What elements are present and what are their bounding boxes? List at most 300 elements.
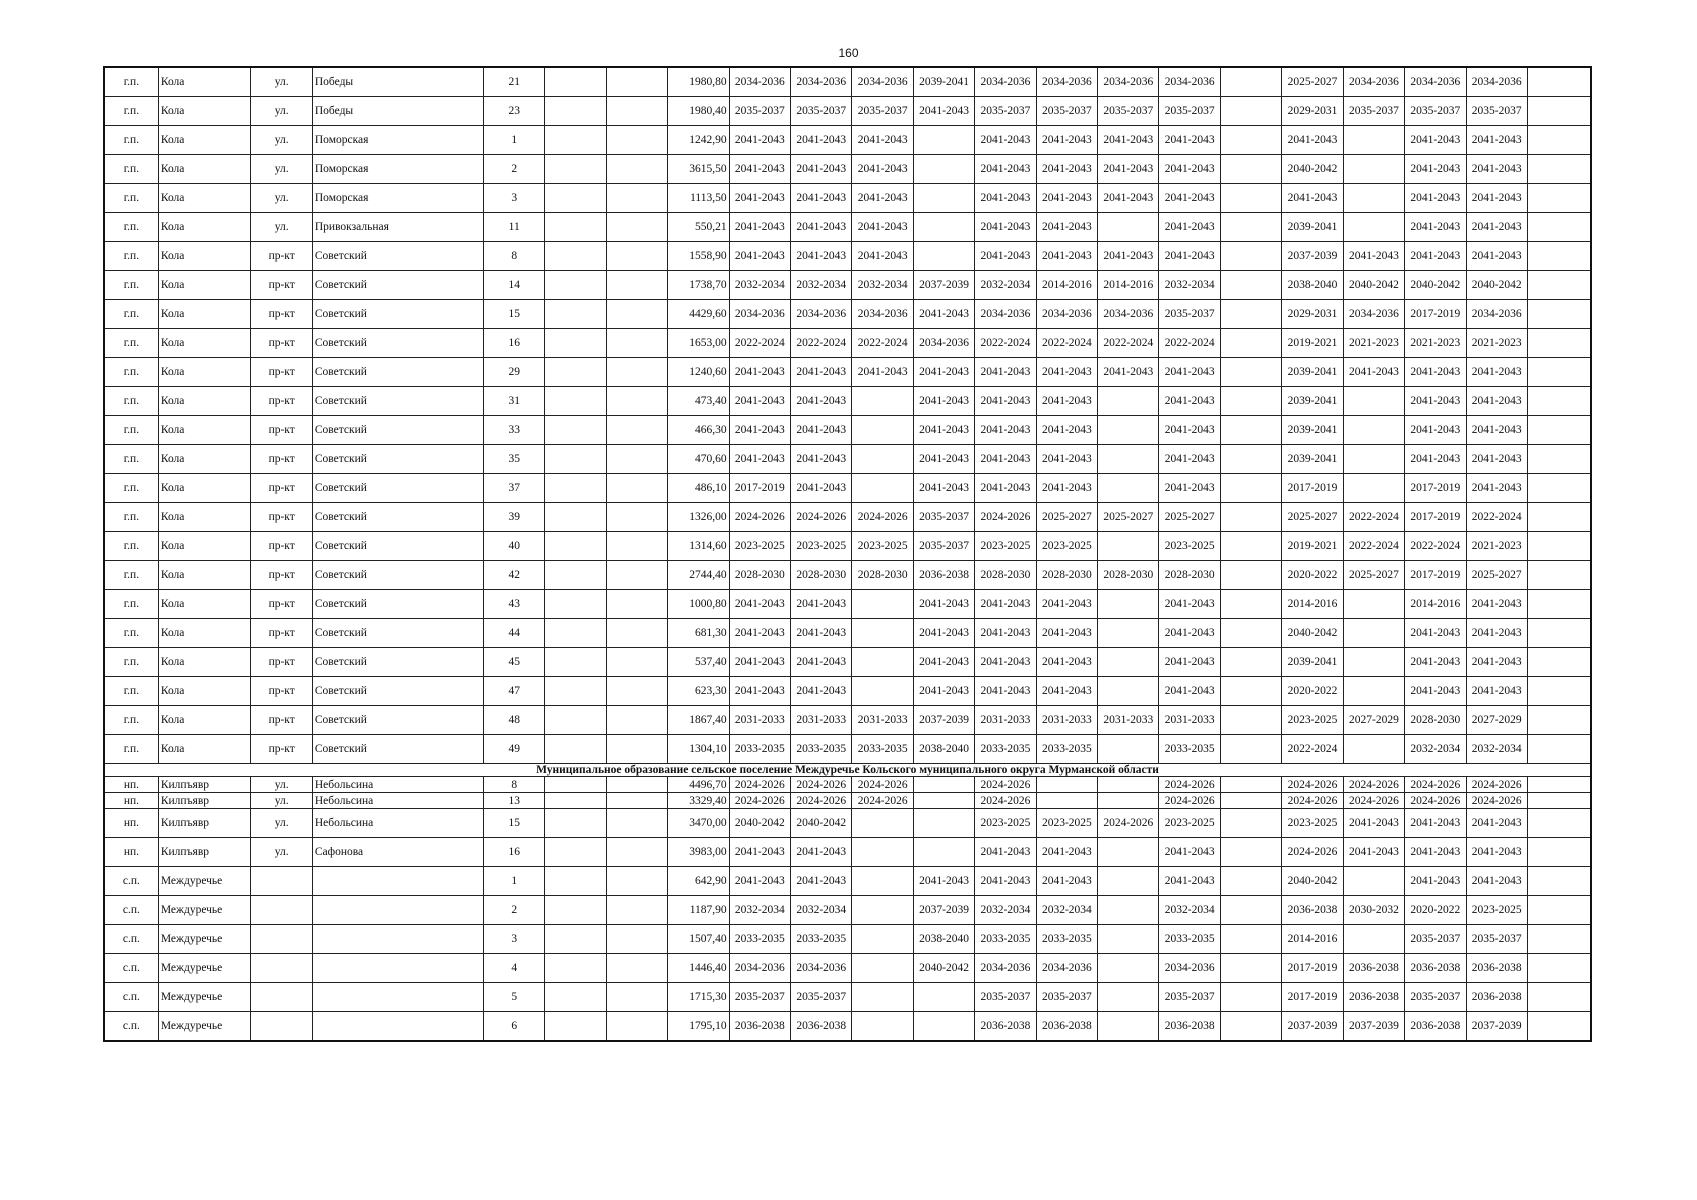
period-cell: 2023-2025 xyxy=(1466,896,1527,925)
period-cell: 2034-2036 xyxy=(913,329,974,358)
period-cell xyxy=(1527,445,1591,474)
settlement-cell: Кола xyxy=(158,213,251,242)
period-cell: 2040-2042 xyxy=(1405,271,1466,300)
period-cell: 2041-2043 xyxy=(1405,416,1466,445)
period-cell: 2041-2043 xyxy=(729,838,790,867)
period-cell: 2034-2036 xyxy=(1098,300,1159,329)
period-cell: 2041-2043 xyxy=(1159,242,1220,271)
period-cell: 2024-2026 xyxy=(729,503,790,532)
period-cell: 2041-2043 xyxy=(791,648,852,677)
period-cell: 2041-2043 xyxy=(1159,358,1220,387)
period-cell: 2041-2043 xyxy=(1466,838,1527,867)
house-number-cell: 47 xyxy=(484,677,545,706)
table-row xyxy=(104,358,1591,387)
settlement-type-cell: г.п. xyxy=(104,735,158,764)
period-cell: 2031-2033 xyxy=(852,706,913,735)
empty-cell xyxy=(606,242,667,271)
period-cell xyxy=(1343,590,1404,619)
area-cell: 623,30 xyxy=(668,677,729,706)
period-cell: 2035-2037 xyxy=(1466,925,1527,954)
area-cell: 466,30 xyxy=(668,416,729,445)
period-cell: 2041-2043 xyxy=(975,677,1036,706)
period-cell: 2022-2024 xyxy=(1466,503,1527,532)
period-cell: 2041-2043 xyxy=(1343,838,1404,867)
empty-cell xyxy=(545,271,606,300)
period-cell xyxy=(1527,126,1591,155)
street-type-cell: пр-кт xyxy=(251,358,312,387)
period-cell xyxy=(1220,735,1281,764)
period-cell: 2034-2036 xyxy=(1343,300,1404,329)
period-cell xyxy=(1527,184,1591,213)
empty-cell xyxy=(606,387,667,416)
table-body-kola xyxy=(104,67,1591,764)
period-cell: 2041-2043 xyxy=(1159,416,1220,445)
period-cell: 2040-2042 xyxy=(1343,271,1404,300)
period-cell xyxy=(1098,777,1159,793)
period-cell: 2034-2036 xyxy=(791,67,852,97)
period-cell xyxy=(1527,300,1591,329)
settlement-cell: Междуречье xyxy=(158,954,251,983)
period-cell xyxy=(1098,983,1159,1012)
period-cell: 2032-2034 xyxy=(1036,896,1097,925)
period-cell: 2041-2043 xyxy=(729,213,790,242)
period-cell xyxy=(1527,648,1591,677)
period-cell: 2041-2043 xyxy=(729,155,790,184)
period-cell xyxy=(1527,735,1591,764)
period-cell: 2036-2038 xyxy=(975,1012,1036,1042)
street-cell xyxy=(312,896,483,925)
period-cell: 2020-2022 xyxy=(1282,677,1343,706)
period-cell: 2041-2043 xyxy=(1466,242,1527,271)
empty-cell xyxy=(606,590,667,619)
period-cell: 2041-2043 xyxy=(791,242,852,271)
settlement-type-cell: нп. xyxy=(104,793,158,809)
street-type-cell: ул. xyxy=(251,126,312,155)
table-row xyxy=(104,677,1591,706)
period-cell: 2041-2043 xyxy=(1466,648,1527,677)
period-cell: 2041-2043 xyxy=(1405,155,1466,184)
period-cell: 2037-2039 xyxy=(1343,1012,1404,1042)
period-cell: 2039-2041 xyxy=(1282,445,1343,474)
street-cell: Поморская xyxy=(312,184,483,213)
house-number-cell: 15 xyxy=(484,300,545,329)
period-cell: 2041-2043 xyxy=(1036,619,1097,648)
settlement-cell: Кола xyxy=(158,706,251,735)
street-cell: Привокзальная xyxy=(312,213,483,242)
settlement-type-cell: нп. xyxy=(104,838,158,867)
period-cell: 2035-2037 xyxy=(1405,97,1466,126)
settlement-cell: Кола xyxy=(158,329,251,358)
period-cell: 2035-2037 xyxy=(913,532,974,561)
period-cell xyxy=(1527,706,1591,735)
period-cell: 2031-2033 xyxy=(1036,706,1097,735)
period-cell: 2035-2037 xyxy=(852,97,913,126)
house-number-cell: 2 xyxy=(484,155,545,184)
period-cell: 2041-2043 xyxy=(852,126,913,155)
house-number-cell: 8 xyxy=(484,242,545,271)
period-cell: 2041-2043 xyxy=(975,184,1036,213)
period-cell: 2038-2040 xyxy=(913,925,974,954)
period-cell: 2041-2043 xyxy=(1405,838,1466,867)
period-cell: 2036-2038 xyxy=(1405,954,1466,983)
period-cell: 2041-2043 xyxy=(791,387,852,416)
street-cell: Советский xyxy=(312,590,483,619)
house-number-cell: 49 xyxy=(484,735,545,764)
table-section-header xyxy=(104,764,1591,777)
period-cell: 2041-2043 xyxy=(1036,387,1097,416)
period-cell xyxy=(1343,445,1404,474)
empty-cell xyxy=(545,126,606,155)
period-cell xyxy=(1098,590,1159,619)
settlement-type-cell: г.п. xyxy=(104,97,158,126)
period-cell: 2023-2025 xyxy=(975,532,1036,561)
period-cell: 2041-2043 xyxy=(1466,677,1527,706)
period-cell xyxy=(1220,590,1281,619)
period-cell xyxy=(1527,532,1591,561)
period-cell xyxy=(1343,474,1404,503)
page-number: 160 xyxy=(838,46,859,60)
street-type-cell xyxy=(251,925,312,954)
period-cell: 2041-2043 xyxy=(791,155,852,184)
table-row xyxy=(104,983,1591,1012)
period-cell: 2032-2034 xyxy=(1159,896,1220,925)
period-cell: 2039-2041 xyxy=(1282,648,1343,677)
street-type-cell: пр-кт xyxy=(251,271,312,300)
empty-cell xyxy=(545,648,606,677)
period-cell: 2031-2033 xyxy=(1159,706,1220,735)
house-number-cell: 5 xyxy=(484,983,545,1012)
period-cell xyxy=(1220,97,1281,126)
period-cell: 2029-2031 xyxy=(1282,300,1343,329)
period-cell: 2024-2026 xyxy=(1466,793,1527,809)
period-cell xyxy=(1098,1012,1159,1042)
period-cell: 2041-2043 xyxy=(729,416,790,445)
house-number-cell: 15 xyxy=(484,809,545,838)
empty-cell xyxy=(606,67,667,97)
period-cell: 2041-2043 xyxy=(975,213,1036,242)
street-cell: Небольсина xyxy=(312,793,483,809)
house-number-cell: 42 xyxy=(484,561,545,590)
settlement-type-cell: г.п. xyxy=(104,677,158,706)
period-cell xyxy=(1220,677,1281,706)
period-cell xyxy=(1343,619,1404,648)
table-row xyxy=(104,213,1591,242)
empty-cell xyxy=(545,184,606,213)
period-cell: 2041-2043 xyxy=(1159,213,1220,242)
period-cell: 2041-2043 xyxy=(1405,358,1466,387)
period-cell: 2041-2043 xyxy=(1036,213,1097,242)
street-type-cell: пр-кт xyxy=(251,561,312,590)
period-cell xyxy=(1220,474,1281,503)
period-cell: 2041-2043 xyxy=(852,213,913,242)
settlement-cell: Кола xyxy=(158,561,251,590)
period-cell xyxy=(1343,126,1404,155)
period-cell: 2037-2039 xyxy=(913,271,974,300)
period-cell: 2041-2043 xyxy=(1098,126,1159,155)
period-cell: 2041-2043 xyxy=(1036,677,1097,706)
period-cell xyxy=(1527,793,1591,809)
period-cell xyxy=(1098,474,1159,503)
period-cell: 2041-2043 xyxy=(975,474,1036,503)
period-cell: 2033-2035 xyxy=(1159,925,1220,954)
period-cell xyxy=(852,590,913,619)
house-number-cell: 39 xyxy=(484,503,545,532)
period-cell: 2041-2043 xyxy=(791,126,852,155)
area-cell: 1304,10 xyxy=(668,735,729,764)
street-cell: Советский xyxy=(312,561,483,590)
period-cell: 2041-2043 xyxy=(913,474,974,503)
street-type-cell: ул. xyxy=(251,838,312,867)
period-cell: 2038-2040 xyxy=(1282,271,1343,300)
empty-cell xyxy=(606,329,667,358)
period-cell: 2041-2043 xyxy=(852,155,913,184)
empty-cell xyxy=(606,983,667,1012)
period-cell: 2041-2043 xyxy=(1282,184,1343,213)
period-cell: 2035-2037 xyxy=(1159,97,1220,126)
period-cell: 2041-2043 xyxy=(1036,126,1097,155)
street-type-cell: ул. xyxy=(251,793,312,809)
period-cell: 2023-2025 xyxy=(791,532,852,561)
period-cell: 2033-2035 xyxy=(975,735,1036,764)
period-cell: 2041-2043 xyxy=(1159,677,1220,706)
table-row xyxy=(104,155,1591,184)
period-cell xyxy=(1098,677,1159,706)
period-cell xyxy=(1527,97,1591,126)
period-cell xyxy=(1527,590,1591,619)
table-row xyxy=(104,838,1591,867)
period-cell: 2036-2038 xyxy=(1405,1012,1466,1042)
street-cell: Победы xyxy=(312,67,483,97)
area-cell: 3983,00 xyxy=(668,838,729,867)
period-cell: 2041-2043 xyxy=(1405,213,1466,242)
period-cell: 2041-2043 xyxy=(791,677,852,706)
period-cell: 2025-2027 xyxy=(1098,503,1159,532)
period-cell: 2034-2036 xyxy=(1405,67,1466,97)
empty-cell xyxy=(545,445,606,474)
period-cell: 2041-2043 xyxy=(729,126,790,155)
period-cell xyxy=(1220,184,1281,213)
street-cell: Советский xyxy=(312,445,483,474)
empty-cell xyxy=(545,97,606,126)
street-type-cell: ул. xyxy=(251,67,312,97)
street-cell xyxy=(312,983,483,1012)
street-cell: Сафонова xyxy=(312,838,483,867)
street-type-cell: пр-кт xyxy=(251,677,312,706)
table-row xyxy=(104,474,1591,503)
period-cell xyxy=(1036,777,1097,793)
table-row xyxy=(104,387,1591,416)
street-cell xyxy=(312,867,483,896)
period-cell: 2041-2043 xyxy=(975,838,1036,867)
settlement-type-cell: г.п. xyxy=(104,213,158,242)
period-cell: 2036-2038 xyxy=(729,1012,790,1042)
period-cell xyxy=(1527,474,1591,503)
area-cell: 3470,00 xyxy=(668,809,729,838)
period-cell: 2023-2025 xyxy=(852,532,913,561)
period-cell xyxy=(1527,867,1591,896)
period-cell: 2023-2025 xyxy=(1036,532,1097,561)
settlement-type-cell: г.п. xyxy=(104,300,158,329)
period-cell xyxy=(1343,155,1404,184)
empty-cell xyxy=(606,300,667,329)
settlement-type-cell: нп. xyxy=(104,809,158,838)
period-cell: 2041-2043 xyxy=(975,155,1036,184)
period-cell: 2019-2021 xyxy=(1282,532,1343,561)
period-cell: 2041-2043 xyxy=(1405,677,1466,706)
street-type-cell: пр-кт xyxy=(251,329,312,358)
table-row xyxy=(104,706,1591,735)
street-cell: Советский xyxy=(312,358,483,387)
settlement-type-cell: г.п. xyxy=(104,155,158,184)
period-cell: 2034-2036 xyxy=(852,300,913,329)
area-cell: 1867,40 xyxy=(668,706,729,735)
settlement-cell: Междуречье xyxy=(158,925,251,954)
table-row xyxy=(104,777,1591,793)
period-cell xyxy=(1220,896,1281,925)
period-cell: 2041-2043 xyxy=(975,867,1036,896)
period-cell: 2028-2030 xyxy=(1405,706,1466,735)
empty-cell xyxy=(545,242,606,271)
street-type-cell: ул. xyxy=(251,155,312,184)
street-cell: Советский xyxy=(312,648,483,677)
street-cell: Небольсина xyxy=(312,809,483,838)
period-cell: 2041-2043 xyxy=(1466,445,1527,474)
period-cell: 2039-2041 xyxy=(1282,387,1343,416)
table-row xyxy=(104,925,1591,954)
period-cell xyxy=(1098,213,1159,242)
period-cell: 2028-2030 xyxy=(1036,561,1097,590)
period-cell: 2024-2026 xyxy=(1343,793,1404,809)
period-cell: 2040-2042 xyxy=(1282,155,1343,184)
period-cell xyxy=(852,445,913,474)
settlement-type-cell: с.п. xyxy=(104,983,158,1012)
period-cell: 2032-2034 xyxy=(852,271,913,300)
period-cell xyxy=(1527,155,1591,184)
period-cell: 2014-2016 xyxy=(1405,590,1466,619)
settlement-cell: Кола xyxy=(158,242,251,271)
empty-cell xyxy=(606,97,667,126)
period-cell: 2024-2026 xyxy=(852,777,913,793)
street-cell: Поморская xyxy=(312,126,483,155)
area-cell: 1653,00 xyxy=(668,329,729,358)
area-cell: 3615,50 xyxy=(668,155,729,184)
period-cell: 2031-2033 xyxy=(729,706,790,735)
street-cell: Советский xyxy=(312,503,483,532)
period-cell xyxy=(1220,706,1281,735)
table-row xyxy=(104,590,1591,619)
period-cell: 2014-2016 xyxy=(1282,925,1343,954)
street-cell: Советский xyxy=(312,329,483,358)
empty-cell xyxy=(606,793,667,809)
period-cell xyxy=(1527,271,1591,300)
period-cell: 2041-2043 xyxy=(1343,809,1404,838)
house-number-cell: 1 xyxy=(484,867,545,896)
period-cell: 2023-2025 xyxy=(1036,809,1097,838)
settlement-type-cell: с.п. xyxy=(104,954,158,983)
period-cell: 2024-2026 xyxy=(1343,777,1404,793)
empty-cell xyxy=(606,445,667,474)
table-body-kilpyavr-compact xyxy=(104,777,1591,809)
period-cell: 2041-2043 xyxy=(1405,445,1466,474)
period-cell: 2041-2043 xyxy=(913,416,974,445)
period-cell: 2041-2043 xyxy=(1036,867,1097,896)
area-cell: 1314,60 xyxy=(668,532,729,561)
period-cell xyxy=(1343,867,1404,896)
period-cell xyxy=(913,184,974,213)
period-cell: 2041-2043 xyxy=(975,126,1036,155)
house-number-cell: 3 xyxy=(484,184,545,213)
house-number-cell: 45 xyxy=(484,648,545,677)
house-number-cell: 11 xyxy=(484,213,545,242)
period-cell: 2023-2025 xyxy=(1159,809,1220,838)
period-cell xyxy=(1343,213,1404,242)
area-cell: 1242,90 xyxy=(668,126,729,155)
period-cell: 2041-2043 xyxy=(1036,590,1097,619)
period-cell xyxy=(1220,416,1281,445)
period-cell xyxy=(852,867,913,896)
table-row xyxy=(104,809,1591,838)
settlement-type-cell: нп. xyxy=(104,777,158,793)
settlement-type-cell: с.п. xyxy=(104,867,158,896)
period-cell: 2041-2043 xyxy=(1036,416,1097,445)
period-cell xyxy=(852,809,913,838)
settlement-cell: Кола xyxy=(158,300,251,329)
empty-cell xyxy=(545,1012,606,1042)
street-type-cell: пр-кт xyxy=(251,242,312,271)
period-cell: 2041-2043 xyxy=(975,619,1036,648)
period-cell xyxy=(1220,925,1281,954)
period-cell: 2041-2043 xyxy=(791,867,852,896)
period-cell: 2039-2041 xyxy=(1282,213,1343,242)
period-cell: 2033-2035 xyxy=(852,735,913,764)
period-cell: 2024-2026 xyxy=(1282,793,1343,809)
period-cell: 2041-2043 xyxy=(1159,867,1220,896)
empty-cell xyxy=(545,619,606,648)
period-cell: 2020-2022 xyxy=(1405,896,1466,925)
table-row xyxy=(104,619,1591,648)
empty-cell xyxy=(545,155,606,184)
period-cell: 2033-2035 xyxy=(1036,735,1097,764)
period-cell: 2022-2024 xyxy=(852,329,913,358)
street-cell: Небольсина xyxy=(312,777,483,793)
period-cell xyxy=(1220,793,1281,809)
period-cell: 2041-2043 xyxy=(913,358,974,387)
period-cell xyxy=(1527,896,1591,925)
period-cell: 2020-2022 xyxy=(1282,561,1343,590)
period-cell: 2024-2026 xyxy=(791,503,852,532)
settlement-cell: Кола xyxy=(158,155,251,184)
period-cell xyxy=(1220,358,1281,387)
empty-cell xyxy=(606,777,667,793)
empty-cell xyxy=(545,677,606,706)
period-cell xyxy=(1527,213,1591,242)
street-cell: Советский xyxy=(312,300,483,329)
settlement-cell: Кола xyxy=(158,358,251,387)
period-cell: 2041-2043 xyxy=(975,242,1036,271)
house-number-cell: 2 xyxy=(484,896,545,925)
period-cell: 2035-2037 xyxy=(1405,925,1466,954)
empty-cell xyxy=(545,925,606,954)
period-cell: 2035-2037 xyxy=(975,983,1036,1012)
period-cell: 2028-2030 xyxy=(791,561,852,590)
period-cell: 2022-2024 xyxy=(1159,329,1220,358)
table-row xyxy=(104,954,1591,983)
street-type-cell xyxy=(251,954,312,983)
street-type-cell: пр-кт xyxy=(251,706,312,735)
period-cell xyxy=(1527,777,1591,793)
period-cell: 2041-2043 xyxy=(1159,126,1220,155)
settlement-type-cell: г.п. xyxy=(104,532,158,561)
